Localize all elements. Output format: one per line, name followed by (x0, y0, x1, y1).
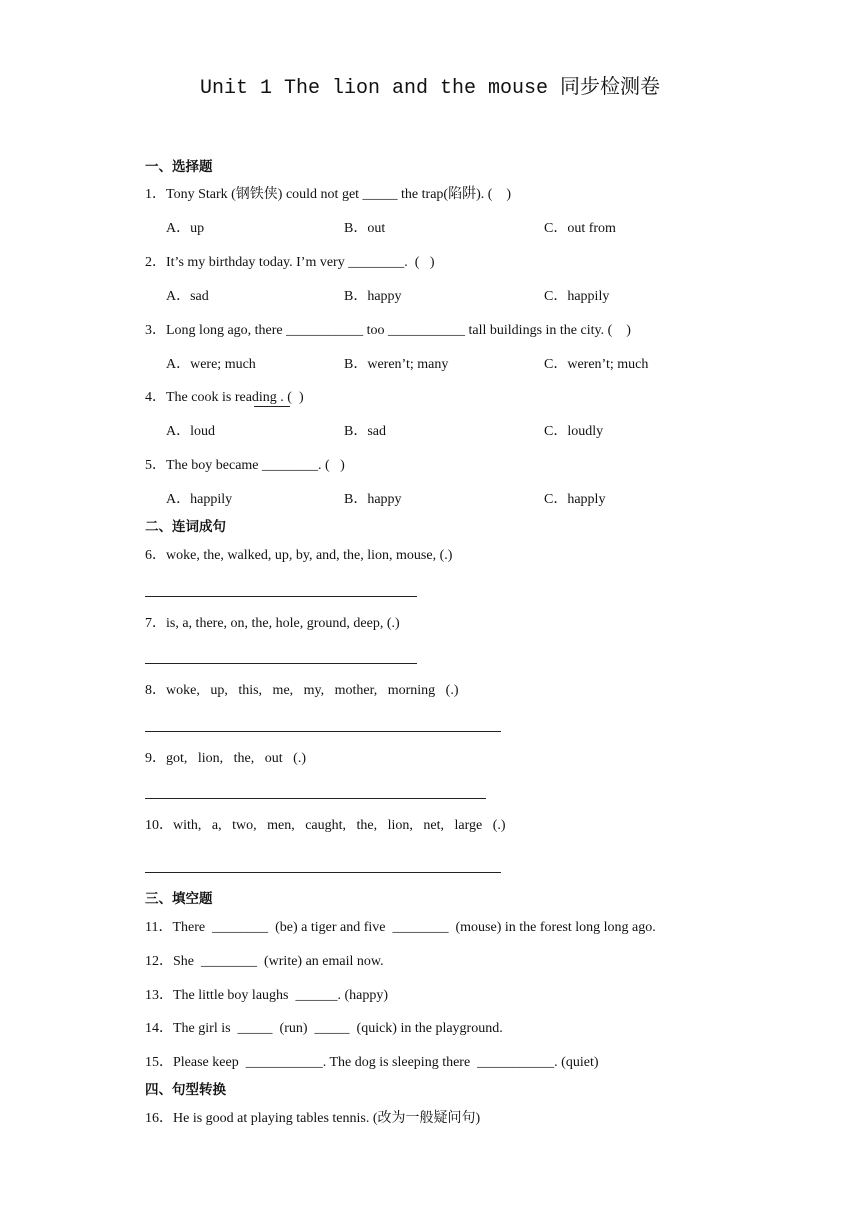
question-stem: 1．Tony Stark (钢铁侠) could not get _____ the trap(陷阱). ( ) (145, 187, 512, 202)
option-c: C．happly (544, 492, 606, 507)
option-b: B．sad (344, 424, 386, 439)
answer-line (145, 872, 501, 873)
section-heading-transform: 四、句型转换 (145, 1082, 226, 1098)
question-stem: 11．There ________ (be) a tiger and five ________ (mouse) in the forest long long ago. (145, 920, 656, 935)
option-c: C．loudly (544, 424, 604, 439)
question-stem: 14．The girl is _____ (run) _____ (quick) in the playground. (145, 1021, 503, 1036)
option-a: A．loud (166, 424, 215, 439)
question-stem: 10．with, a, two, men, caught, the, lion, net, large (.) (145, 818, 506, 833)
question-stem: 13．The little boy laughs ______. (happy) (145, 988, 389, 1003)
answer-underline (254, 406, 290, 407)
answer-line (145, 596, 417, 597)
question-stem: 7．is, a, there, on, the, hole, ground, deep, (.) (145, 616, 400, 631)
question-stem: 8．woke, up, this, me, my, mother, morning (.) (145, 683, 459, 698)
option-b: B．happy (344, 289, 402, 304)
page-title: Unit 1 The lion and the mouse 同步检测卷 (199, 77, 661, 100)
question-stem: 6．woke, the, walked, up, by, and, the, lion, mouse, (.) (145, 548, 453, 563)
option-c: C．out from (544, 221, 616, 236)
option-c: C．happily (544, 289, 610, 304)
answer-line (145, 731, 501, 732)
option-a: A．up (166, 221, 205, 236)
option-c: C．weren’t; much (544, 357, 649, 372)
option-b: B．out (344, 221, 386, 236)
question-stem: 12．She ________ (write) an email now. (145, 954, 384, 969)
option-a: A．happily (166, 492, 233, 507)
question-stem: 15．Please keep ___________. The dog is sleeping there ___________. (quiet) (145, 1055, 599, 1070)
section-heading-word-order: 二、连词成句 (145, 519, 226, 535)
answer-line (145, 798, 486, 799)
question-stem: 3．Long long ago, there ___________ too ___________ tall buildings in the city. ( ) (145, 323, 631, 338)
section-heading-fill-in: 三、填空题 (145, 891, 213, 907)
section-heading-choice: 一、选择题 (145, 159, 213, 175)
option-a: A．were; much (166, 357, 256, 372)
question-stem: 4．The cook is reading . ( ) (145, 390, 304, 405)
answer-line (145, 663, 417, 664)
question-stem: 16．He is good at playing tables tennis. (改为一般疑问句) (145, 1111, 481, 1126)
question-stem: 5．The boy became ________. ( ) (145, 458, 345, 473)
option-b: B．weren’t; many (344, 357, 449, 372)
option-a: A．sad (166, 289, 209, 304)
question-stem: 2．It’s my birthday today. I’m very ________. ( ) (145, 255, 435, 270)
question-stem: 9．got, lion, the, out (.) (145, 751, 306, 766)
option-b: B．happy (344, 492, 402, 507)
